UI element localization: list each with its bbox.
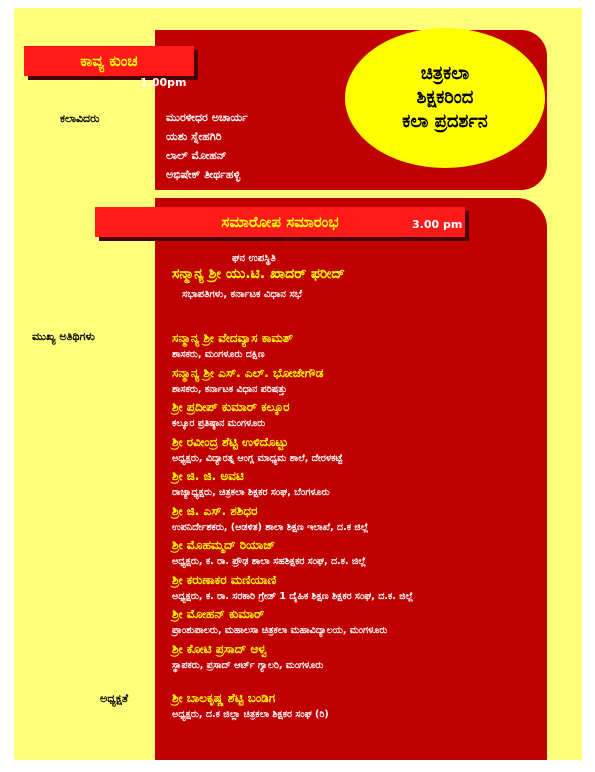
guest-entry [172,434,552,469]
artist-name: ಮುರಳೀಧರ ಅಚಾರ್ಯ [166,111,248,124]
guest-name: ಶ್ರೀ ಕೋಟಿ ಪ್ರಸಾದ್ ಆಳ್ವ [172,641,267,656]
guest-entry [172,365,552,400]
guest-entry [172,330,552,365]
presence-name: ಸನ್ಮಾನ್ಯ ಶ್ರೀ ಯು.ಟಿ. ಖಾದರ್ ಫರೀದ್ [172,266,345,282]
section1-title-text: ಕಾವ್ಯ ಕುಂಚ [80,52,138,70]
president-block [172,690,329,722]
guest-entry [172,537,552,572]
president-name: ಶ್ರೀ ಬಾಲಕೃಷ್ಣ ಶೆಟ್ಟಿ ಬಂಡಿಗ [172,691,276,705]
section2-title [95,207,465,237]
guest-name: ಸನ್ಮಾನ್ಯ ಶ್ರೀ ಎಸ್. ಎಲ್. ಭೋಜೇಗೌಡ [172,365,324,380]
section2-time: 3.00 pm [412,218,463,231]
guest-designation: ಸ್ಥಾಪಕರು, ಪ್ರಸಾದ್ ಆರ್ಟ್ ಗ್ಯಾಲರಿ, ಮಂಗಳೂರು [172,659,324,671]
guest-designation: ಅಧ್ಯಕ್ಷರು, ವಿದ್ಯಾರತ್ನ ಆಂಗ್ಲ ಮಾಧ್ಯಮ ಶಾಲೆ, ದೇರಳಕಟ್ಟೆ [172,452,343,464]
guest-designation: ಉಪನಿರ್ದೇಶಕರು, (ಆಡಳಿತ) ಶಾಲಾ ಶಿಕ್ಷಣ ಇಲಾಖೆ, ದ.ಕ ಜಿಲ್ಲೆ [172,521,369,533]
badge-line-3: ಕಲಾ ಪ್ರದರ್ಶನ [402,111,488,132]
guest-designation: ರಾಜ್ಯಾಧ್ಯಕ್ಷರು, ಚಿತ್ರಕಲಾ ಶಿಕ್ಷಕರ ಸಂಘ, ಬೆಂಗಳೂರು [172,487,330,498]
exhibition-badge [345,28,545,168]
chief-guests-list [172,330,552,675]
guest-name: ಶ್ರೀ ಪ್ರದೀಪ್ ಕುಮಾರ್ ಕಲ್ಕೂರ [172,400,290,414]
guest-entry [172,399,552,434]
guest-designation: ಶಾಸಕರು, ಮಂಗಳೂರು ದಕ್ಷಿಣ [172,349,265,360]
guest-name: ಸನ್ಮಾನ್ಯ ಶ್ರೀ ವೇದವ್ಯಾಸ ಕಾಮತ್ [172,331,293,345]
guest-designation: ಪ್ರಾಂಶುಪಾಲರು, ಮಹಾಲಸಾ ಚಿತ್ರಕಲಾ ಮಹಾವಿದ್ಯಾಲಯ, ಮಂಗಳೂರು [172,625,388,636]
guest-entry [172,572,552,607]
guest-designation: ಅಧ್ಯಕ್ಷರು, ಕ. ರಾ. ಸರಕಾರಿ ಗ್ರೇಡ್ 1 ದೈಹಿಕ ಶಿಕ್ಷಣ ಶಿಕ್ಷಕರ ಸಂಘ, ದ.ಕ. ಜಿಲ್ಲೆ [172,590,414,602]
guest-entry [172,606,552,641]
section2-title-text: ಸಮಾರೋಪ ಸಮಾರಂಭ [221,213,339,231]
artist-name: ಲಾಲ್ ಮೋಹನ್ [166,149,227,162]
section1-time: 1.00pm [140,76,187,89]
president-designation: ಅಧ್ಯಕ್ಷರು, ದ.ಕ ಜಿಲ್ಲಾ ಚಿತ್ರಕಲಾ ಶಿಕ್ಷಕರ ಸಂಘ (ರಿ) [172,709,329,720]
guest-name: ಶ್ರೀ ಜಿ. ಎಸ್. ಶಶಿಧರ [172,503,258,518]
chief-guests-label: ಮುಖ್ಯ ಅತಿಥಿಗಳು [32,330,95,343]
artist-name: ಯಶು ಸ್ನೇಹಗಿರಿ [166,130,222,143]
guest-name: ಶ್ರೀ ಕರುಣಾಕರ ಮಣಿಯಾಣಿ [172,572,277,587]
artists-list [166,108,248,184]
guest-entry [172,503,552,538]
guest-designation: ಕಲ್ಕೂರ ಪ್ರತಿಷ್ಠಾನ ಮಂಗಳೂರು [172,418,266,429]
guest-name: ಶ್ರೀ ಮೋಹನ್ ಕುಮಾರ್ [172,607,265,621]
guest-entry [172,641,552,676]
badge-line-2: ಶಿಕ್ಷಕರಿಂದ [416,87,474,108]
president-label: ಅಧ್ಯಕ್ಷತೆ [100,692,129,705]
guest-name: ಶ್ರೀ ಮೊಹಮ್ಮದ್ ರಿಯಾಜ್ [172,538,276,552]
guest-designation: ಅಧ್ಯಕ್ಷರು, ಕ. ರಾ. ಪ್ರೌಢ ಶಾಲಾ ಸಹಶಿಕ್ಷಕರ ಸಂಘ, ದ.ಕ. ಜಿಲ್ಲೆ [172,556,366,567]
guest-name: ಶ್ರೀ ರವೀಂದ್ರ ಶೆಟ್ಟಿ ಉಳಿದೊಟ್ಟು [172,434,289,449]
section1-title [24,46,194,76]
guest-name: ಶ್ರೀ ಜಿ. ಜಿ. ಅವಟಿ [172,469,244,483]
presence-label: ಘನ ಉಪಸ್ಥಿತಿ [232,253,276,264]
artist-name: ಅಭಿಷೇಕ್ ತೀರ್ಥಹಳ್ಳಿ [166,168,241,181]
guest-entry [172,468,552,503]
guest-designation: ಶಾಸಕರು, ಕರ್ನಾಟಕ ವಿಧಾನ ಪರಿಷತ್ತು [172,383,288,395]
artists-label: ಕಲಾವಿದರು [60,112,100,125]
presence-designation: ಸಭಾಪತಿಗಳು, ಕರ್ನಾಟಕ ವಿಧಾನ ಸಭೆ [182,289,302,300]
badge-line-1: ಚಿತ್ರಕಲಾ [420,63,470,84]
